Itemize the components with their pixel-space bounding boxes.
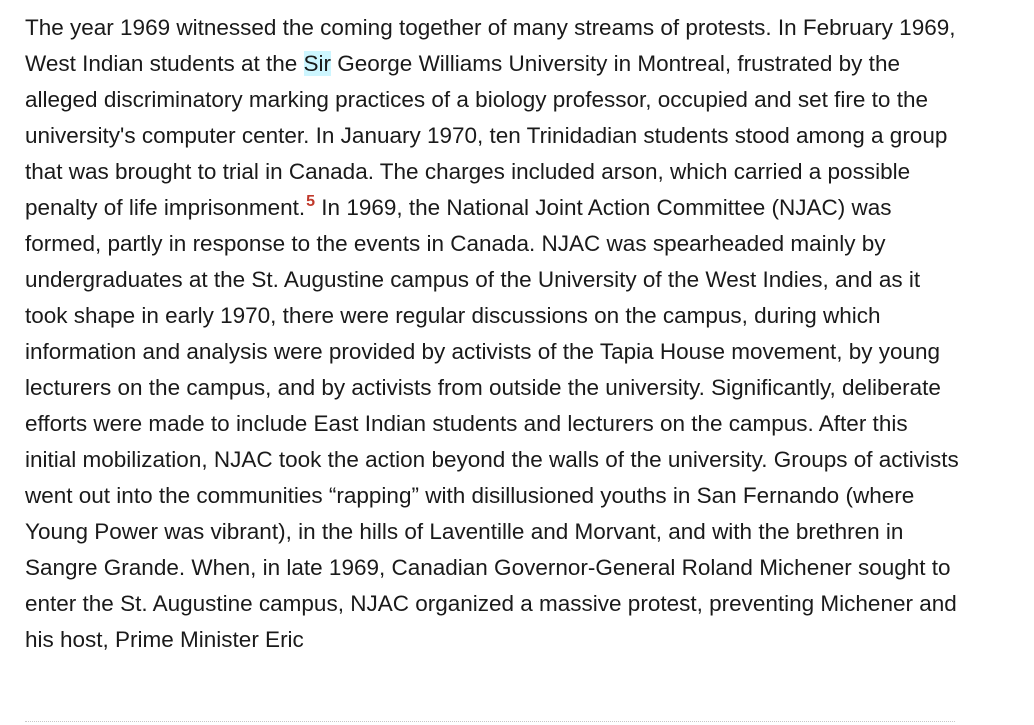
paragraph-text-intro: The year 1969 witnessed the coming together of many streams of protests. In February 1969, West Indian students at the [25,15,956,76]
paragraph-text-njac: In 1969, the National Joint Action Committee (NJAC) was formed, partly in response to the events in Canada. NJAC was spearheaded mainly by undergraduates at the St. Augustine campus of the University of the West Indies, and as it took shape in early 1970, there were regular discussions on the campus, during which information and analysis were provided by activists of the Tapia House movement, by young lecturers on the campus, and by activists from outside the university. Significantly, deliberate efforts were made to include East Indian students and lecturers on the campus. After this initial mobilization, NJAC took the action beyond the walls of the university. Groups of activists went out into the communities “rapping” with disillusioned youths in San Fernando (where Young Power was vibrant), in the hills of Laventille and Morvant, and with the brethren in Sangre Grande. When, in late 1969, Canadian Governor-General Roland Michener sought to enter the St. Augustine campus, NJAC organized a massive protest, preventing Michener and his host, Prime Minister Eric [25,195,959,652]
bottom-divider [25,721,955,722]
paragraph-text-trial: George Williams University in Montreal, frustrated by the alleged discriminatory marking practices of a biology professor, occupied and set fire to the university's computer center. In January 1970, ten Trinidadian students stood among a group that was brought to trial in Canada. The charges included arson, which carried a possible penalty of life imprisonment. [25,51,948,220]
article-paragraph [25,10,965,658]
highlighted-word[interactable]: Sir [303,51,332,76]
article-body [25,10,965,658]
footnote-reference[interactable]: 5 [306,193,316,210]
